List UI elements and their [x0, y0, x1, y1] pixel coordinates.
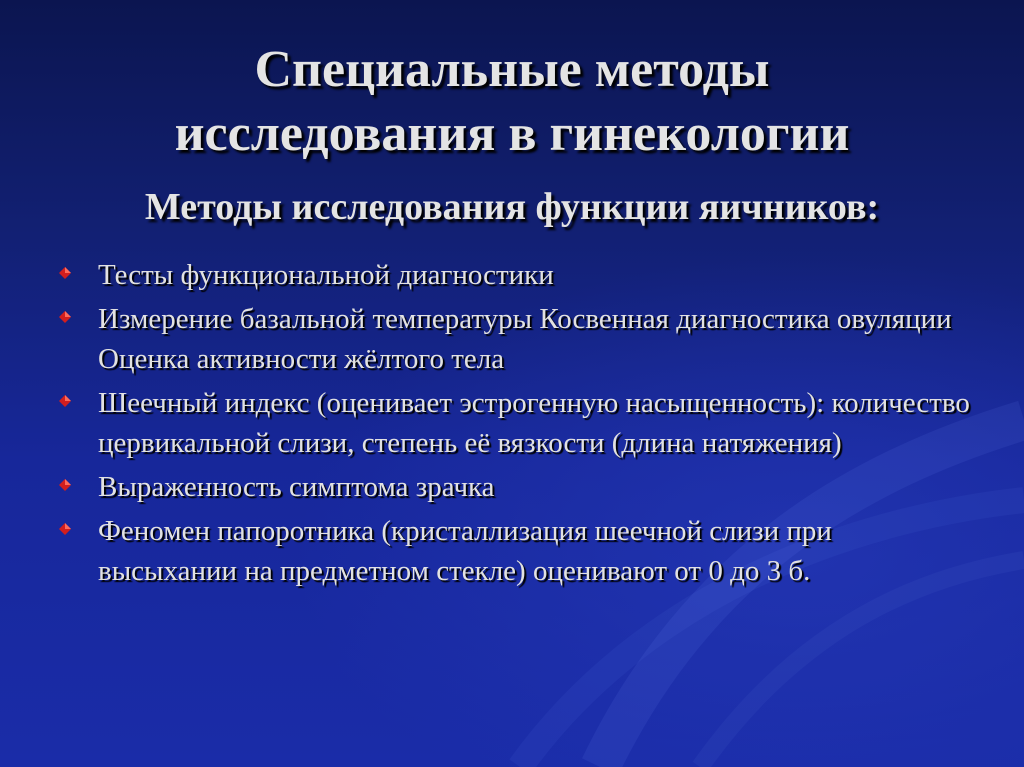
bullet-item: [56, 467, 976, 507]
slide-subtitle: Методы исследования функции яичников:: [144, 186, 880, 228]
red-diamond-bullet-icon: [59, 267, 71, 279]
slide-title-line-2: исследования в гинекологии: [174, 105, 850, 162]
slide-title: [0, 38, 1024, 166]
slide-title-line-1: Специальные методы: [254, 41, 770, 98]
bullet-text: Шеечный индекс (оценивает эстрогенную насыщенность): количество цервикальной слизи, степень её вязкости (длина натяжения): [98, 387, 970, 459]
bullet-text: Измерение базальной температуры Косвенная диагностика овуляции Оценка активности жёлтого тела: [98, 303, 952, 375]
red-diamond-bullet-icon: [59, 395, 71, 407]
red-diamond-bullet-icon: [59, 479, 71, 491]
bullet-item: [56, 383, 976, 463]
red-diamond-bullet-icon: [59, 523, 71, 535]
bullet-list: [56, 255, 976, 595]
bullet-item: [56, 299, 976, 379]
bullet-item: [56, 255, 976, 295]
bullet-text: Тесты функциональной диагностики: [98, 259, 554, 291]
bullet-text: Феномен папоротника (кристаллизация шеечной слизи при высыхании на предметном стекле) оценивают от 0 до 3 б.: [98, 515, 832, 587]
red-diamond-bullet-icon: [59, 311, 71, 323]
bullet-item: [56, 511, 976, 591]
bullet-text: Выраженность симптома зрачка: [98, 471, 495, 503]
